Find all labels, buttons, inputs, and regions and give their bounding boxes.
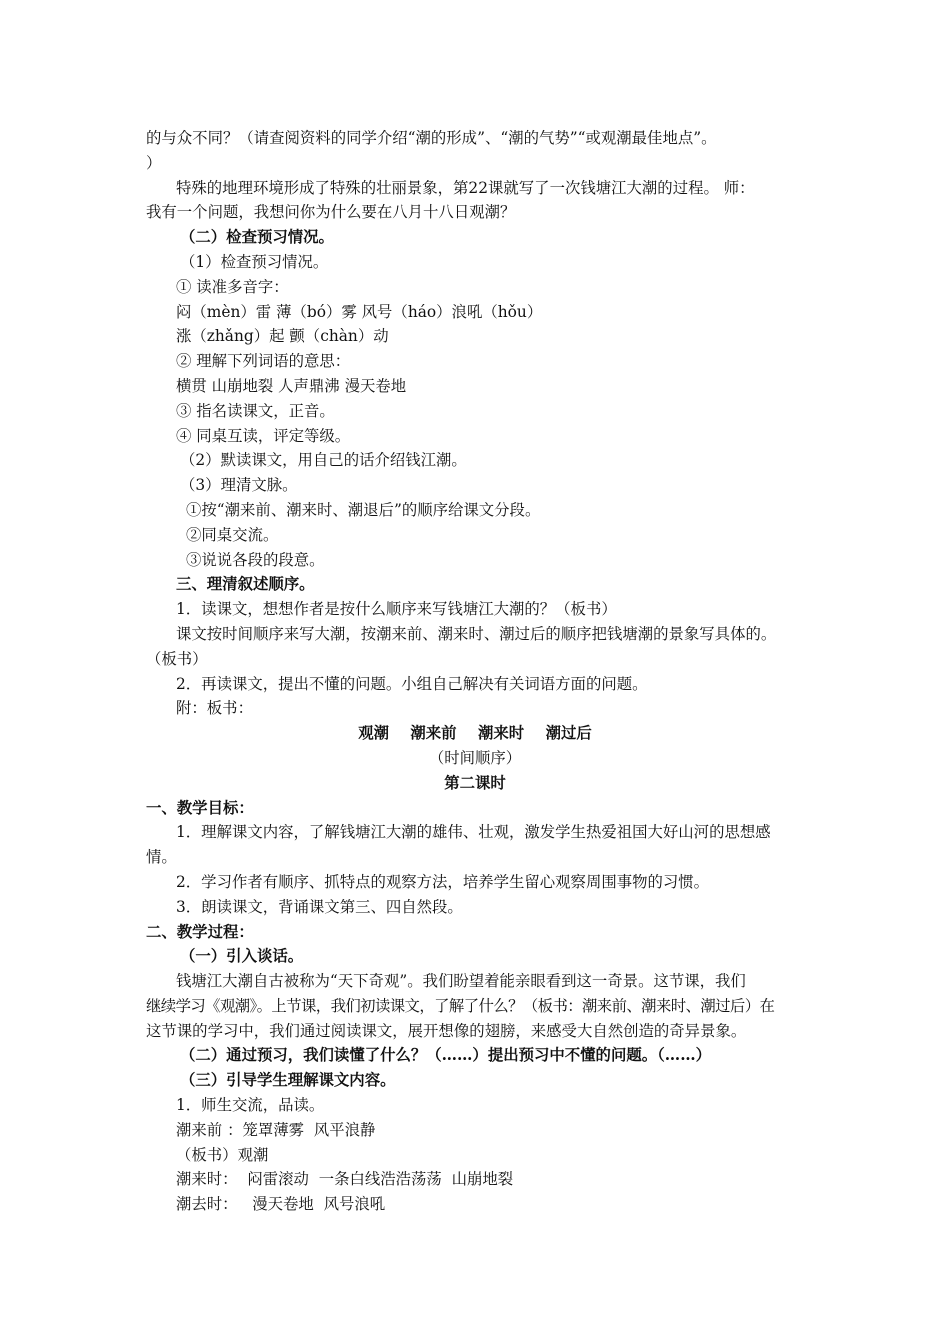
text-line: 2．学习作者有顺序、抓特点的观察方法，培养学生留心观察周围事物的习惯。 [176,872,710,891]
section-heading: 一、教学目标： [146,798,254,817]
text-line: 情。 [146,848,177,867]
text-line: 涨（zhǎng）起 颤（chàn）动 [176,327,389,346]
text-line: 这节课的学习中，我们通过阅读课文，展开想像的翅膀，来感受大自然创造的奇异景象。 [146,1021,747,1040]
text-line: 课文按时间顺序来写大潮，按潮来前、潮来时、潮过后的顺序把钱塘潮的景象写具体的。 [176,624,777,643]
text-line: 潮来时： 闷雷滚动 一条白线浩浩荡荡 山崩地裂 [176,1170,514,1189]
text-line: 附：板书： [176,699,253,718]
section-heading: （一）引入谈话。 [180,947,304,966]
text-line: 横贯 山崩地裂 人声鼎沸 漫天卷地 [176,376,407,395]
text-line: （2）默读课文，用自己的话介绍钱江潮。 [180,451,467,470]
text-line: ④ 同桌互读，评定等级。 [176,426,351,445]
section-heading: 二、教学过程： [146,922,254,941]
section-heading: （二）通过预习，我们读懂了什么？（……）提出预习中不懂的问题。（……） [180,1046,711,1065]
text-line: 1．理解课文内容，了解钱塘江大潮的雄伟、壮观，激发学生热爱祖国大好山河的思想感 [176,823,771,842]
text-line: 继续学习《观潮》。上节课，我们初读课文，了解了什么？（板书：潮来前、潮来时、潮过后）在 [146,996,775,1015]
text-line: 特殊的地理环境形成了特殊的壮丽景象，第22课就写了一次钱塘江大潮的过程。 师： [176,178,755,197]
board-writing-title: 观潮 潮来前 潮来时 潮过后 [358,724,592,743]
text-line: 潮去时： 漫天卷地 风号浪吼 [176,1195,386,1214]
text-line: ①按“潮来前、潮来时、潮退后”的顺序给课文分段。 [186,500,541,519]
text-line: （板书）观潮 [176,1145,269,1164]
text-line: ②同桌交流。 [186,525,279,544]
section-heading: 三、理清叙述顺序。 [176,575,315,594]
text-line: 1．读课文，想想作者是按什么顺序来写钱塘江大潮的？（板书） [176,600,617,619]
lesson-heading: 第二课时 [444,773,506,792]
text-line: 的与众不同？（请查阅资料的同学介绍“潮的形成”、“潮的气势”“或观潮最佳地点”。 [146,129,717,147]
text-line: 2．再读课文，提出不懂的问题。小组自己解决有关词语方面的问题。 [176,674,648,693]
text-line: 我有一个问题，我想问你为什么要在八月十八日观潮？ [146,203,516,222]
text-line: （板书） [146,649,208,668]
text-line: 钱塘江大潮自古被称为“天下奇观”。我们盼望着能亲眼看到这一奇景。这节课，我们 [176,972,746,991]
text-line: 潮来前 ：笼罩薄雾 风平浪静 [176,1120,376,1139]
text-line: （1）检查预习情况。 [180,252,329,271]
text-line: ① 读准多音字： [176,277,289,296]
document-page [0,126,950,1217]
text-line: 3．朗读课文，背诵课文第三、四自然段。 [176,897,463,916]
section-heading: （三）引导学生理解课文内容。 [180,1071,396,1090]
text-line: ② 理解下列词语的意思： [176,352,351,371]
section-heading: （二）检查预习情况。 [180,228,334,247]
board-writing-note: （时间顺序） [428,748,522,767]
text-line: ③ 指名读课文，正音。 [176,401,335,420]
text-line: （3）理清文脉。 [180,476,298,495]
text-line: ） [146,153,162,172]
text-line: ③说说各段的段意。 [186,550,325,569]
text-line: 闷（mèn）雷 薄（bó）雾 风号（háo）浪吼（hǒu） [176,302,543,321]
text-line: 1．师生交流，品读。 [176,1096,325,1115]
